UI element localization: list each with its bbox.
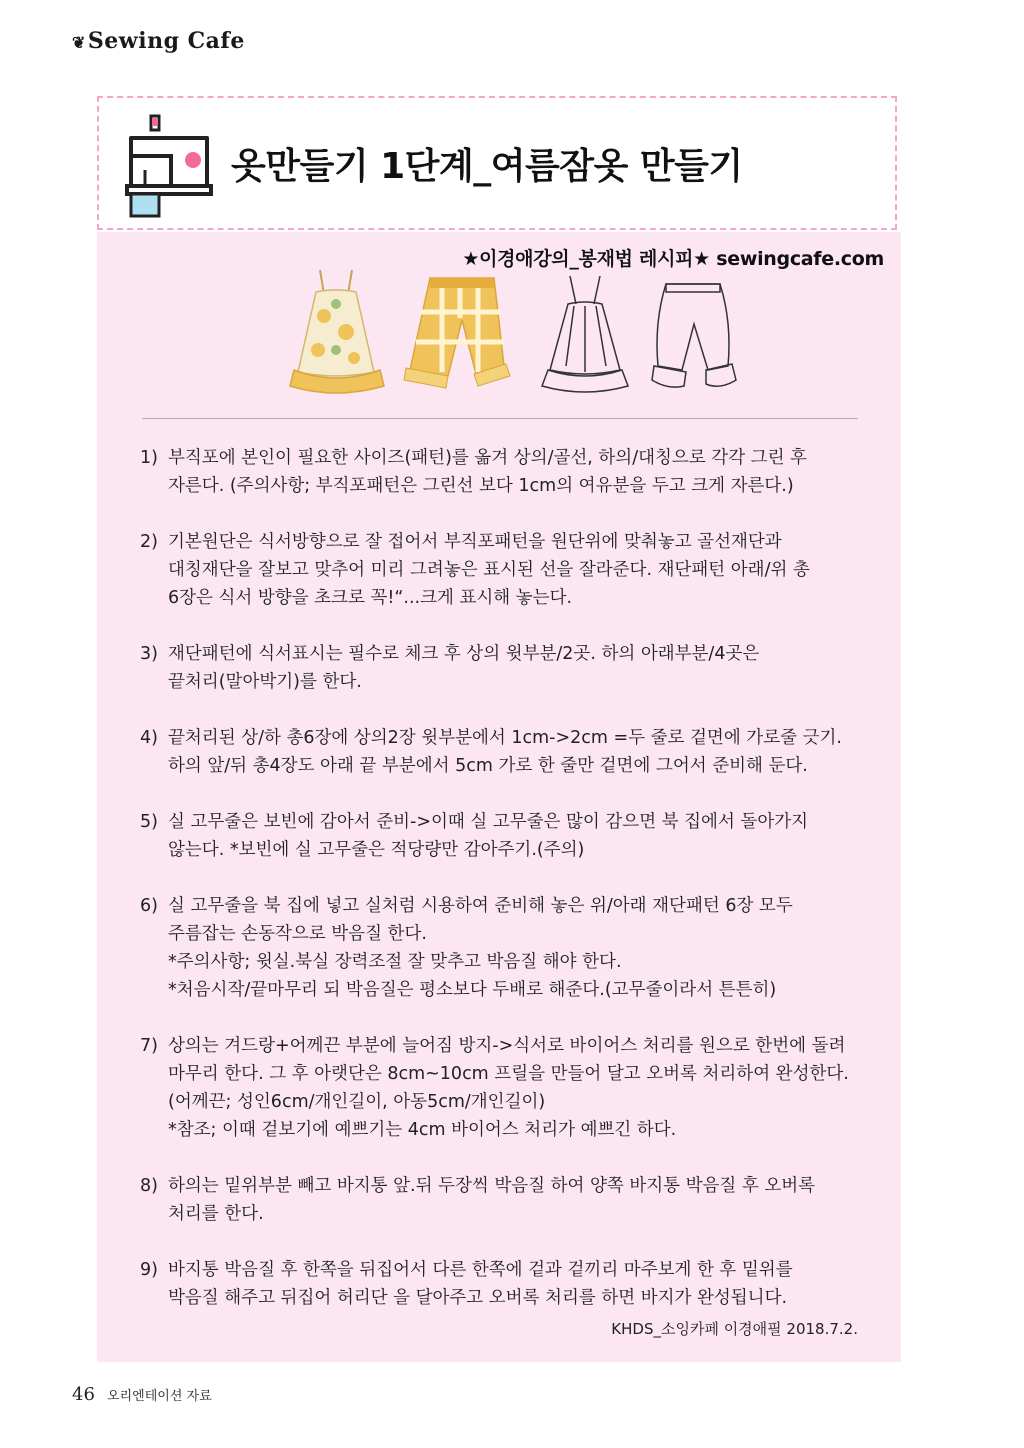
step-text-line: *처음시작/끝마무리 되 박음질은 평소보다 두배로 해준다.(고무줄이라서 튼튼히): [168, 980, 777, 1000]
step-text-line: 하의는 밑위부분 빼고 바지통 앞.뒤 두장씩 박음질 하여 양쪽 바지통 박음질 후 오버록: [168, 1176, 816, 1196]
step-text-line: *참조; 이때 겉보기에 예쁘기는 4cm 바이어스 처리가 예쁘긴 하다.: [168, 1120, 677, 1140]
step-text-line: 실 고무줄은 보빈에 감아서 준비->이때 실 고무줄은 많이 감으면 북 집에서 돌아가지: [168, 812, 809, 832]
footer-label: 오리엔테이션 자료: [107, 1389, 212, 1404]
step-text-line: 부직포에 본인이 필요한 사이즈(패턴)를 옮겨 상의/골선, 하의/대칭으로 각각 그린 후: [168, 448, 807, 468]
step-text-line: 상의는 겨드랑+어께끈 부분에 늘어짐 방지->식서로 바이어스 처리를 원으로 한번에 돌려: [168, 1036, 846, 1056]
step-5: [140, 808, 880, 864]
page-number: 46: [72, 1384, 95, 1405]
step-number: 4): [140, 728, 158, 748]
flourish-icon: ❦: [72, 33, 86, 52]
step-text-line: 않는다. *보빈에 실 고무줄은 적당량만 감아주기.(주의): [168, 840, 585, 860]
step-text-line: 주름잡는 손동작으로 박음질 한다.: [168, 924, 427, 944]
step-1: [140, 444, 880, 500]
step-4: [140, 724, 880, 780]
step-number: 6): [140, 896, 158, 916]
step-text-line: *주의사항; 윗실.북실 장력조절 잘 맞추고 박음질 해야 한다.: [168, 952, 622, 972]
step-text-line: 끝처리(말아박기)를 한다.: [168, 672, 362, 692]
step-number: 2): [140, 532, 158, 552]
step-text-line: 실 고무줄을 북 집에 넣고 실처럼 시용하여 준비해 놓은 위/아래 재단패턴 6장 모두: [168, 896, 793, 916]
step-6: [140, 892, 880, 1004]
step-text-line: 하의 앞/뒤 총4장도 아래 끝 부분에서 5cm 가로 한 줄만 겉면에 그어서 준비해 둔다.: [168, 756, 808, 776]
step-number: 7): [140, 1036, 158, 1056]
step-3: [140, 640, 880, 696]
section-divider: [142, 418, 858, 419]
title-box: [97, 96, 897, 230]
step-number: 8): [140, 1176, 158, 1196]
credit-line: ★이경애강의_봉재법 레시피★ sewingcafe.com: [462, 248, 884, 270]
step-7: [140, 1032, 880, 1144]
logo-text: Sewing Cafe: [87, 28, 245, 54]
step-number: 3): [140, 644, 158, 664]
step-text-line: 박음질 해주고 뒤집어 허리단 을 달아주고 오버록 처리를 하면 바지가 완성됩니다.: [168, 1288, 788, 1308]
sewing-cafe-logo: [72, 28, 245, 54]
step-text-line: 마무리 한다. 그 후 아랫단은 8cm~10cm 프릴을 만들어 달고 오버록 처리하여 완성한다.: [168, 1064, 849, 1084]
step-text-line: 자른다. (주의사항; 부직포패턴은 그린선 보다 1cm의 여유분을 두고 크게 자른다.): [168, 476, 794, 496]
instruction-list: [140, 444, 880, 1340]
step-text-line: 처리를 한다.: [168, 1204, 264, 1224]
step-9: [140, 1256, 880, 1312]
step-number: 5): [140, 812, 158, 832]
step-2: [140, 528, 880, 612]
sundress-sketch: [542, 276, 628, 392]
sewing-machine-icon: [121, 108, 217, 218]
pants-photo: [404, 278, 510, 388]
garment-illustrations: [280, 262, 740, 402]
author-signature: KHDS_소잉카페 이경애필 2018.7.2.: [611, 1320, 858, 1338]
step-text-line: 바지통 박음질 후 한쪽을 뒤집어서 다른 한쪽에 겉과 겉끼리 마주보게 한 후 밑위를: [168, 1260, 793, 1280]
step-number: 9): [140, 1260, 158, 1280]
page-footer: [72, 1384, 212, 1405]
step-text-line: 기본원단은 식서방향으로 잘 접어서 부직포패턴을 원단위에 맞춰놓고 골선재단과: [168, 532, 782, 552]
step-text-line: 6장은 식서 방향을 초크로 꼭!“...크게 표시해 놓는다.: [168, 588, 573, 608]
step-8: [140, 1172, 880, 1228]
step-number: 1): [140, 448, 158, 468]
step-text-line: (어께끈; 성인6cm/개인길이, 아동5cm/개인길이): [168, 1092, 546, 1112]
sundress-photo: [290, 270, 384, 393]
step-text-line: 끝처리된 상/하 총6장에 상의2장 윗부분에서 1cm->2cm =두 줄로 겉면에 가로줄 긋기.: [168, 728, 842, 748]
step-text-line: 대칭재단을 잘보고 맞추어 미리 그려놓은 표시된 선을 잘라준다. 재단패턴 아래/위 총: [168, 560, 810, 580]
page-title: 옷만들기 1단계_여름잠옷 만들기: [231, 146, 743, 187]
step-text-line: 재단패턴에 식서표시는 필수로 체크 후 상의 윗부분/2곳. 하의 아래부분/4곳은: [168, 644, 760, 664]
pants-sketch: [652, 284, 736, 387]
